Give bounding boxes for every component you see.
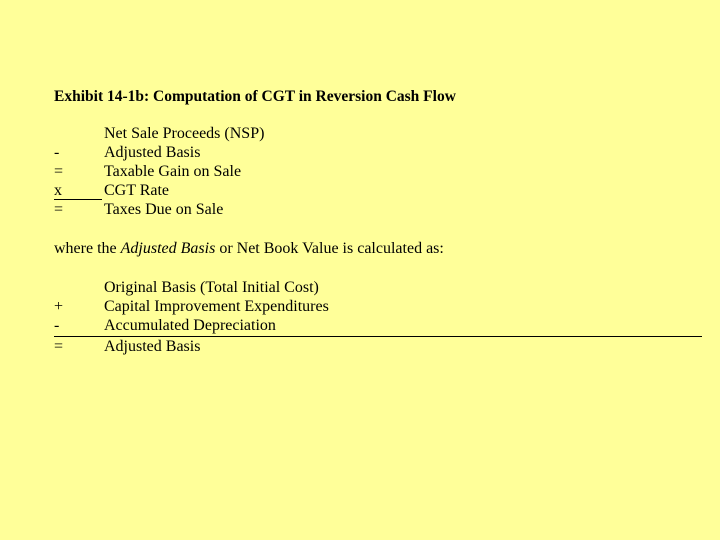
row-label: Accumulated Depreciation — [104, 317, 276, 334]
operator: x — [54, 182, 62, 199]
row-label: Net Sale Proceeds (NSP) — [104, 125, 265, 142]
row-label: Original Basis (Total Initial Cost) — [104, 279, 319, 296]
operator: - — [54, 317, 60, 334]
adjusted-basis-note — [54, 239, 444, 258]
row-label: Taxable Gain on Sale — [104, 163, 242, 180]
operator: = — [54, 338, 64, 355]
calc-row-cgt-rate — [54, 181, 694, 200]
note-prefix: where the — [54, 240, 121, 257]
calc-row-taxable-gain — [54, 162, 694, 181]
note-emphasis: Adjusted Basis — [120, 240, 216, 257]
calc-row-accumulated-depreciation — [54, 316, 694, 335]
calc-row-taxes-due — [54, 200, 694, 219]
row-label: Capital Improvement Expenditures — [104, 298, 329, 315]
calc-row-original-basis — [54, 278, 694, 297]
row-label: Taxes Due on Sale — [104, 201, 224, 218]
row-label: Adjusted Basis — [104, 144, 201, 161]
row-label: Adjusted Basis — [104, 338, 201, 355]
operator: + — [54, 298, 64, 315]
calc-row-adjusted-basis-result — [54, 337, 694, 356]
row-label: CGT Rate — [104, 182, 170, 199]
calc-row-adjusted-basis — [54, 143, 694, 162]
operator: - — [54, 144, 60, 161]
note-suffix: or Net Book Value is calculated as: — [215, 240, 444, 257]
exhibit-title: Exhibit 14-1b: Computation of CGT in Reversion Cash Flow — [54, 88, 456, 105]
operator: = — [54, 163, 64, 180]
operator: = — [54, 201, 64, 218]
calc-row-capital-improvement — [54, 297, 694, 316]
calc-row-nsp — [54, 124, 694, 143]
